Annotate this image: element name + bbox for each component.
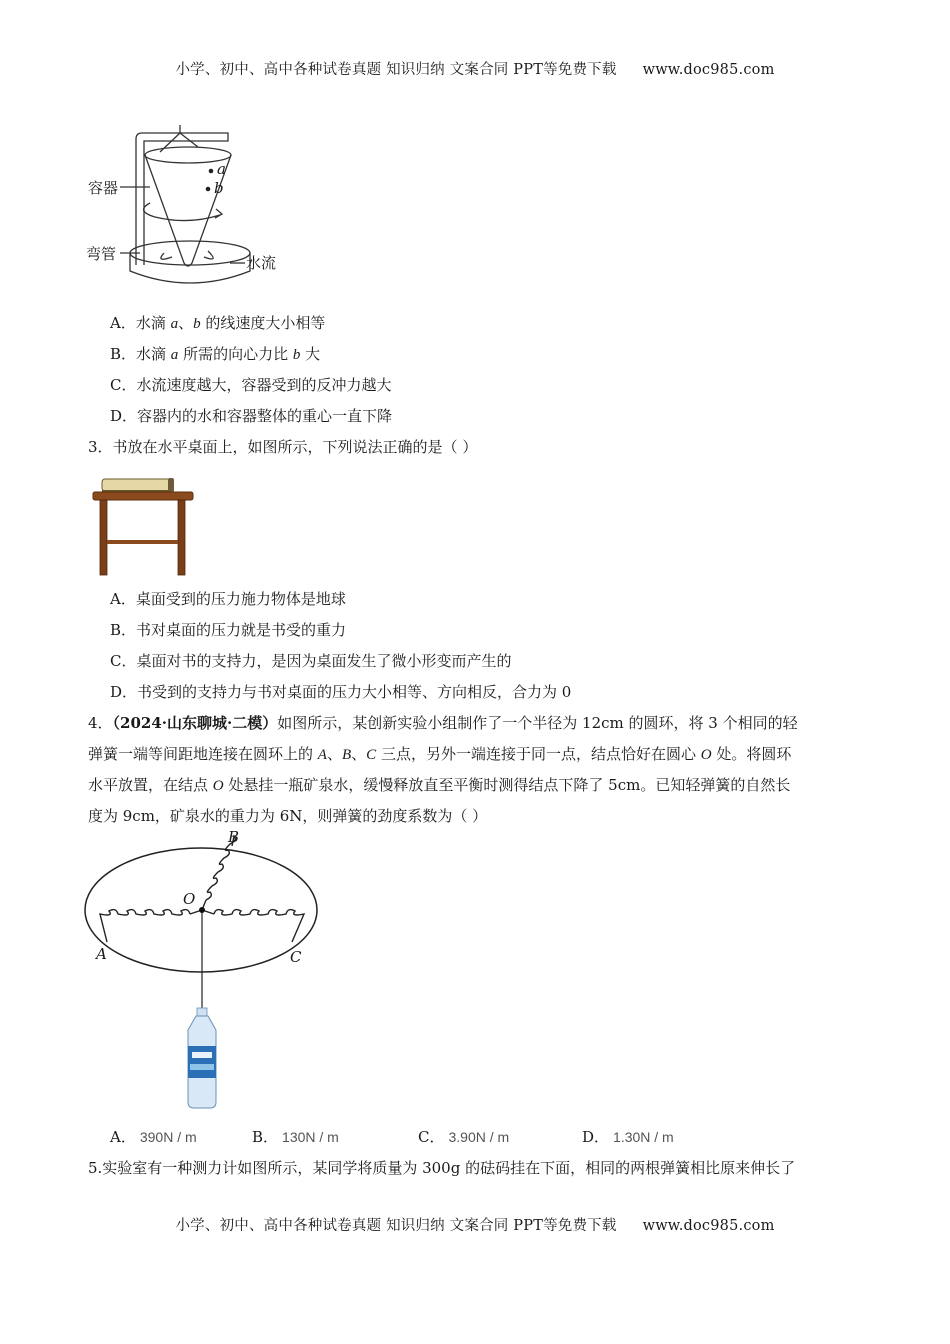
book-table-figure [90, 470, 200, 580]
q4-line-1: 4．（2024·山东聊城·二模）如图所示，某创新实验小组制作了一个半径为 12cm 的圆环，将 3 个相同的轻 [88, 714, 798, 732]
q4-answer-b: B． 130N / m [252, 1128, 339, 1146]
q4-line-3: 水平放置，在结点 O 处悬挂一瓶矿泉水，缓慢释放直至平衡时测得结点下降了 5cm。已知轻弹簧的自然长 [88, 776, 791, 794]
ring-label-b: B [228, 828, 240, 846]
page-header [0, 58, 950, 79]
page-footer [0, 1214, 950, 1235]
q3-option-c: C．桌面对书的支持力，是因为桌面发生了微小形变而产生的 [110, 652, 512, 670]
footer-text: 小学、初中、高中各种试卷真题 知识归纳 文案合同 PPT等免费下载 [175, 1218, 617, 1234]
cone-container-figure [80, 125, 300, 300]
q2-option-b: B．水滴 a 所需的向心力比 b 大 [110, 345, 321, 363]
header-site[interactable]: www.doc985.com [642, 62, 775, 78]
q4-answer-a: A． 390N / m [110, 1128, 197, 1146]
q4-line-2: 弹簧一端等间距地连接在圆环上的 A、B、C 三点，另外一端连接于同一点，结点恰好在圆心 O 处。将圆环 [88, 745, 792, 763]
fig1-label-container: 容器 [88, 179, 119, 197]
q3-option-b: B．书对桌面的压力就是书受的重力 [110, 621, 347, 639]
q4-line-4: 度为 9cm，矿泉水的重力为 6N，则弹簧的劲度系数为（ ） [88, 807, 488, 825]
q2-option-a: A．水滴 a、b 的线速度大小相等 [110, 314, 326, 332]
q3-option-a: A．桌面受到的压力施力物体是地球 [110, 590, 346, 608]
ring-label-a: A [96, 945, 107, 963]
q4-source: （2024·山东聊城·二模） [112, 714, 278, 732]
q3-option-d: D．书受到的支持力与书对桌面的压力大小相等、方向相反，合力为 0 [110, 683, 572, 701]
q2-option-d: D．容器内的水和容器整体的重心一直下降 [110, 407, 393, 425]
footer-site[interactable]: www.doc985.com [642, 1218, 775, 1234]
q5-stem: 5.实验室有一种测力计如图所示，某同学将质量为 300g 的砝码挂在下面，相同的两根弹簧相比原来伸长了 [88, 1159, 796, 1177]
fig1-label-bend: 弯管 [86, 245, 117, 263]
ring-label-o: O [183, 890, 196, 908]
fig1-label-water: 水流 [246, 254, 277, 272]
header-text: 小学、初中、高中各种试卷真题 知识归纳 文案合同 PPT等免费下载 [175, 62, 617, 78]
node-o [199, 907, 205, 913]
water-bottle [188, 1008, 216, 1108]
spring-ob [202, 836, 235, 910]
ring-spring-figure [82, 830, 327, 1115]
fig1-label-b: b [214, 179, 224, 197]
spring-oa [100, 910, 202, 942]
q4-answer-d: D． 1.30N / m [582, 1128, 674, 1146]
q2-option-c: C．水流速度越大，容器受到的反冲力越大 [110, 376, 392, 394]
spring-oc [202, 910, 304, 942]
fig1-label-a: a [217, 160, 226, 178]
ring-label-c: C [290, 948, 302, 966]
q3-stem: 3．书放在水平桌面上，如图所示，下列说法正确的是（ ） [88, 438, 478, 456]
q4-answer-c: C． 3.90N / m [418, 1128, 510, 1146]
